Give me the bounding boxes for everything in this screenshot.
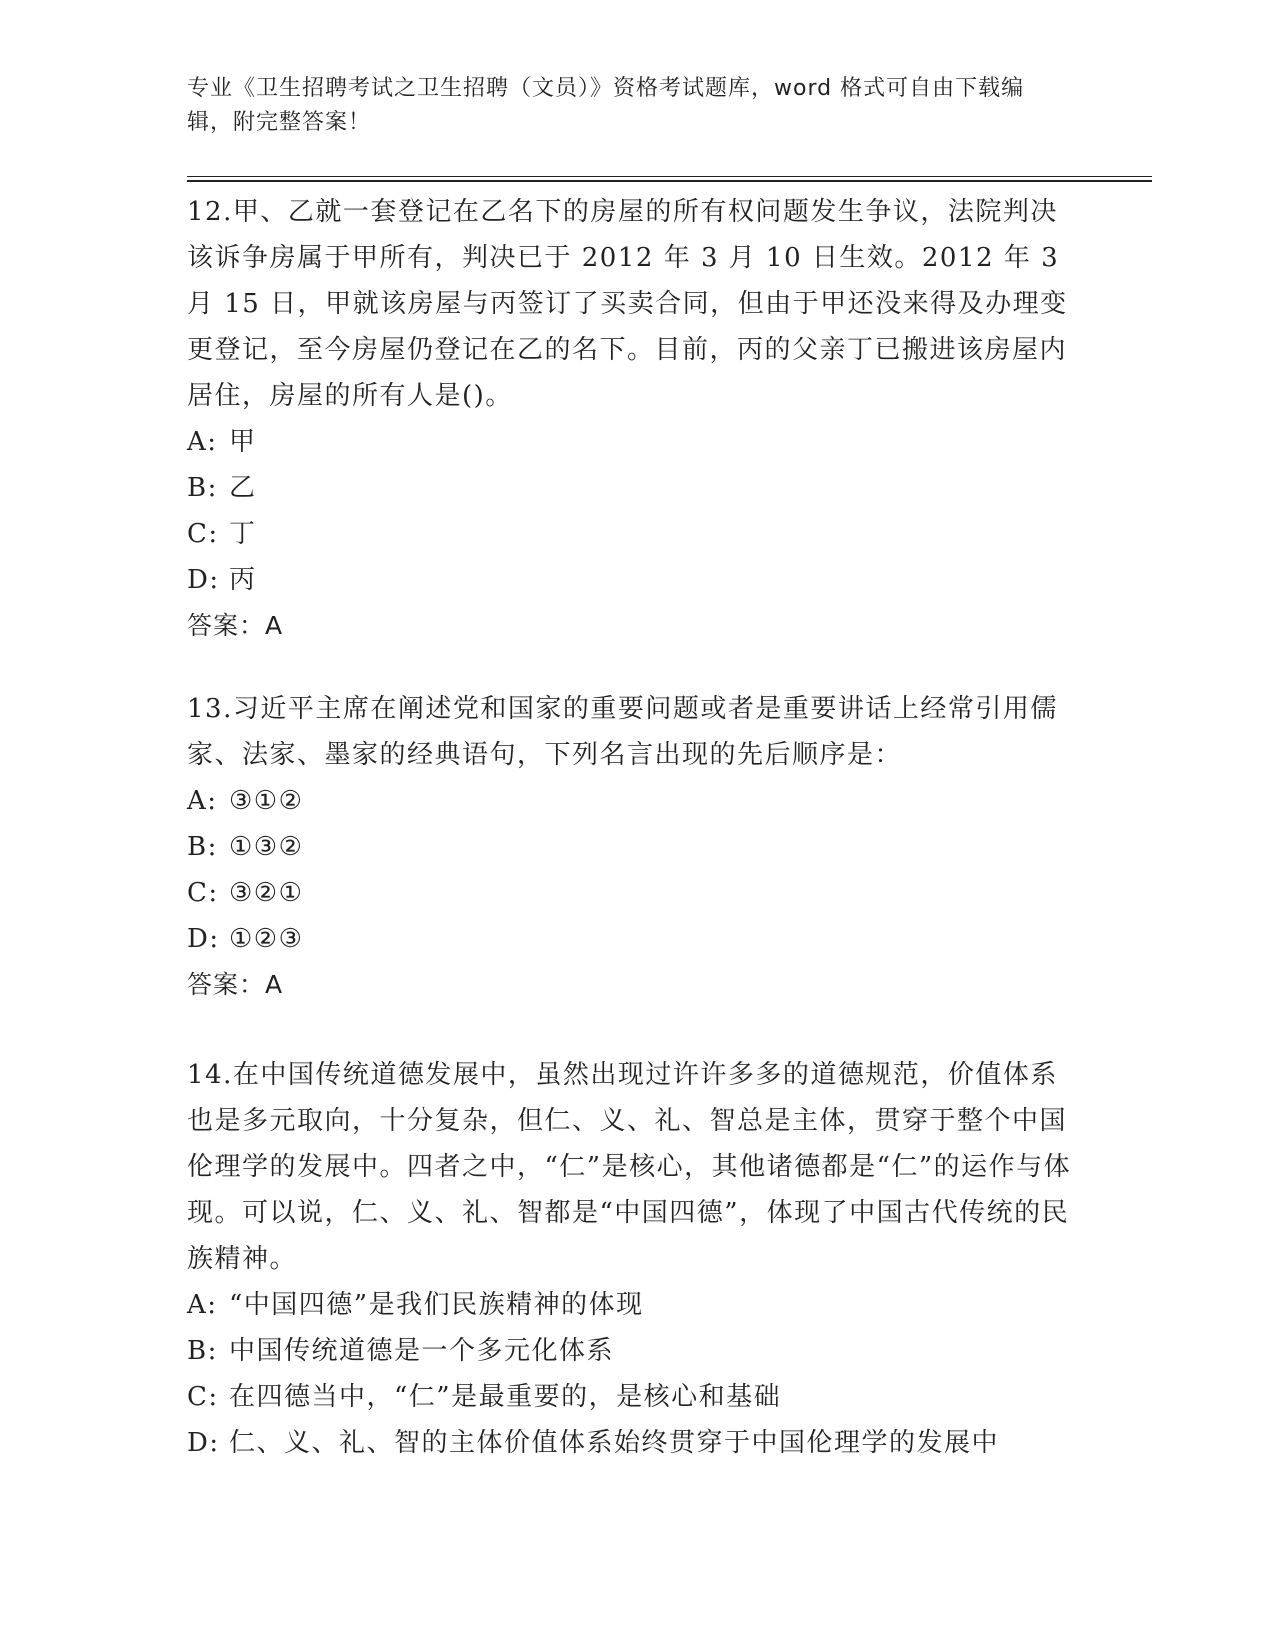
option-key: C:: [187, 1382, 219, 1412]
option-key: C:: [187, 519, 219, 549]
question-14: [187, 1052, 1087, 1466]
option-text: 乙: [229, 473, 257, 503]
option-text: 中国传统道德是一个多元化体系: [229, 1336, 615, 1366]
option-text: 甲: [229, 427, 257, 457]
option-key: A:: [187, 786, 218, 816]
header-intro-text: 专业《卫生招聘考试之卫生招聘（文员）》资格考试题库，word 格式可自由下载编辑，附完整答案！: [187, 76, 1025, 135]
option-text: 在四德当中，“仁”是最重要的，是核心和基础: [229, 1382, 782, 1412]
option-key: D:: [187, 565, 220, 595]
option-key: D:: [187, 924, 220, 954]
option-key: B:: [187, 473, 218, 503]
question-13: [187, 686, 1087, 1008]
option-text: “中国四德”是我们民族精神的体现: [229, 1290, 644, 1320]
answer-line: 答案：A: [187, 611, 284, 640]
option-text: ①③②: [229, 832, 304, 862]
option-c: [187, 1374, 1087, 1420]
option-a: [187, 778, 1087, 824]
option-d: [187, 557, 1087, 603]
option-a: [187, 419, 1087, 465]
answer-line: 答案：A: [187, 970, 284, 999]
option-d: [187, 1420, 1087, 1466]
question-12: [187, 189, 1087, 649]
option-key: D:: [187, 1428, 220, 1458]
option-text: 丁: [229, 519, 257, 549]
question-text: 12.甲、乙就一套登记在乙名下的房屋的所有权问题发生争议，法院判决该诉争房属于甲所有，判决已于 2012 年 3 月 10 日生效。2012 年 3 月 15 日，甲就该房屋与丙签订了买卖合同，但由于甲还没来得及办理变更登记，至今房屋仍登记在乙的名下。目前，丙的父亲丁已搬进该房屋内居住，房屋的所有人是()。: [187, 197, 1068, 411]
option-b: [187, 824, 1087, 870]
option-text: ①②③: [229, 924, 304, 954]
header-divider-thick: [187, 180, 1152, 182]
option-key: A:: [187, 427, 218, 457]
document-header: [187, 72, 1067, 140]
option-c: [187, 511, 1087, 557]
header-divider-thin: [187, 176, 1152, 177]
option-text: ③②①: [229, 878, 304, 908]
option-text: ③①②: [229, 786, 304, 816]
option-b: [187, 1328, 1087, 1374]
option-key: B:: [187, 1336, 218, 1366]
option-a: [187, 1282, 1087, 1328]
question-text: 13.习近平主席在阐述党和国家的重要问题或者是重要讲话上经常引用儒家、法家、墨家的经典语句，下列名言出现的先后顺序是：: [187, 694, 1058, 770]
option-c: [187, 870, 1087, 916]
option-text: 仁、义、礼、智的主体价值体系始终贯穿于中国伦理学的发展中: [229, 1428, 1000, 1458]
option-key: B:: [187, 832, 218, 862]
option-b: [187, 465, 1087, 511]
option-text: 丙: [229, 565, 257, 595]
question-text: 14.在中国传统道德发展中，虽然出现过许许多多的道德规范，价值体系也是多元取向，十分复杂，但仁、义、礼、智总是主体，贯穿于整个中国伦理学的发展中。四者之中，“仁”是核心，其他诸德都是“仁”的运作与体现。可以说，仁、义、礼、智都是“中国四德”，体现了中国古代传统的民族精神。: [187, 1060, 1072, 1274]
option-d: [187, 916, 1087, 962]
option-key: A:: [187, 1290, 218, 1320]
option-key: C:: [187, 878, 219, 908]
